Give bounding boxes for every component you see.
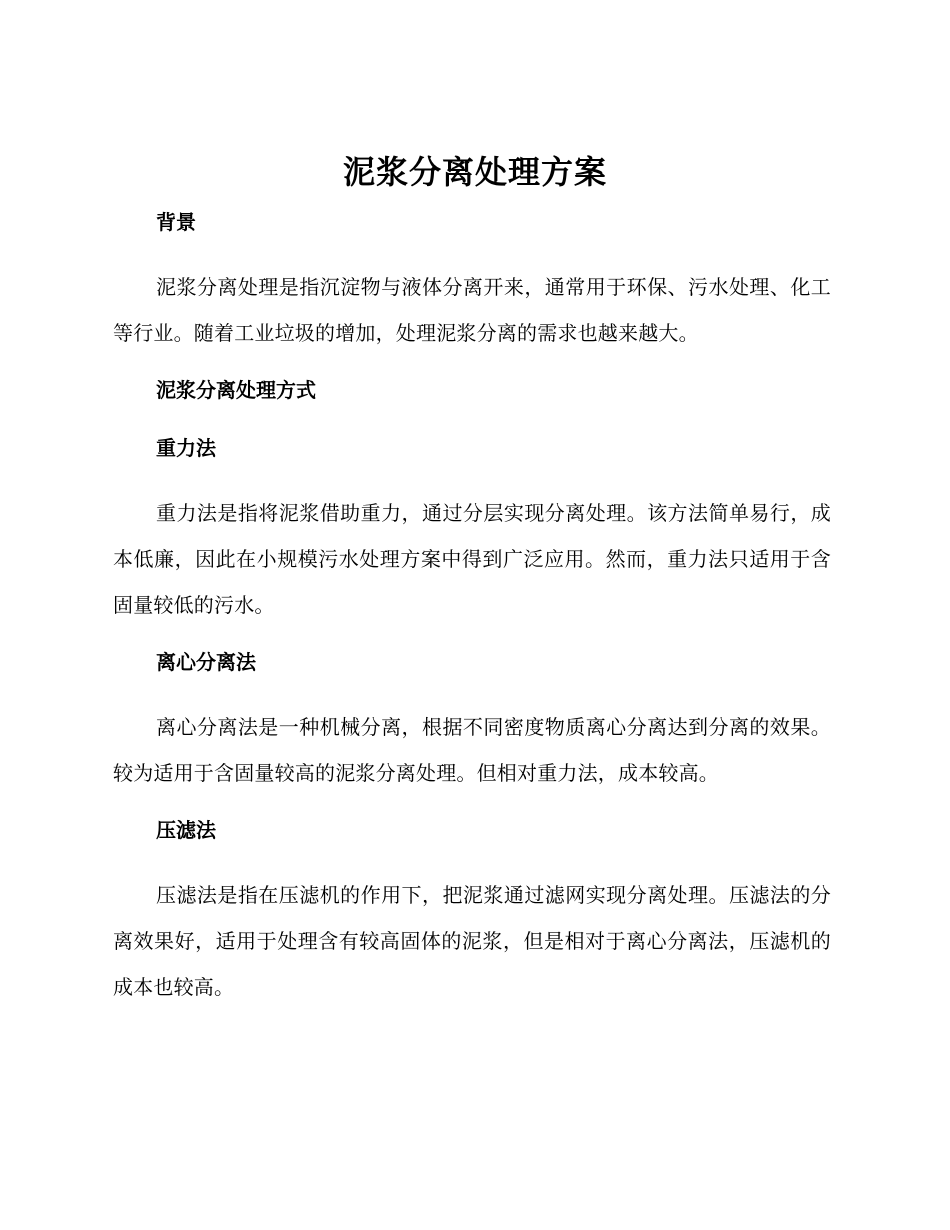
paragraph-centrifugal: 离心分离法是一种机械分离，根据不同密度物质离心分离达到分离的效果。较为适用于含固量较高的泥浆分离处理。但相对重力法，成本较高。	[113, 715, 831, 785]
section-heading-filter: 压滤法	[156, 818, 216, 842]
document-body	[113, 206, 831, 1010]
section-heading-centrifugal: 离心分离法	[156, 650, 256, 674]
paragraph-background: 泥浆分离处理是指沉淀物与液体分离开来，通常用于环保、污水处理、化工等行业。随着工业垃圾的增加，处理泥浆分离的需求也越来越大。	[113, 275, 831, 345]
section-heading-background: 背景	[156, 210, 196, 234]
paragraph-filter: 压滤法是指在压滤机的作用下，把泥浆通过滤网实现分离处理。压滤法的分离效果好，适用于处理含有较高固体的泥浆，但是相对于离心分离法，压滤机的成本也较高。	[113, 883, 831, 999]
section-heading-gravity: 重力法	[156, 436, 216, 460]
section-heading-methods: 泥浆分离处理方式	[156, 378, 316, 402]
paragraph-gravity: 重力法是指将泥浆借助重力，通过分层实现分离处理。该方法简单易行，成本低廉，因此在小规模污水处理方案中得到广泛应用。然而，重力法只适用于含固量较低的污水。	[113, 501, 831, 617]
document-title: 泥浆分离处理方案	[342, 153, 607, 191]
